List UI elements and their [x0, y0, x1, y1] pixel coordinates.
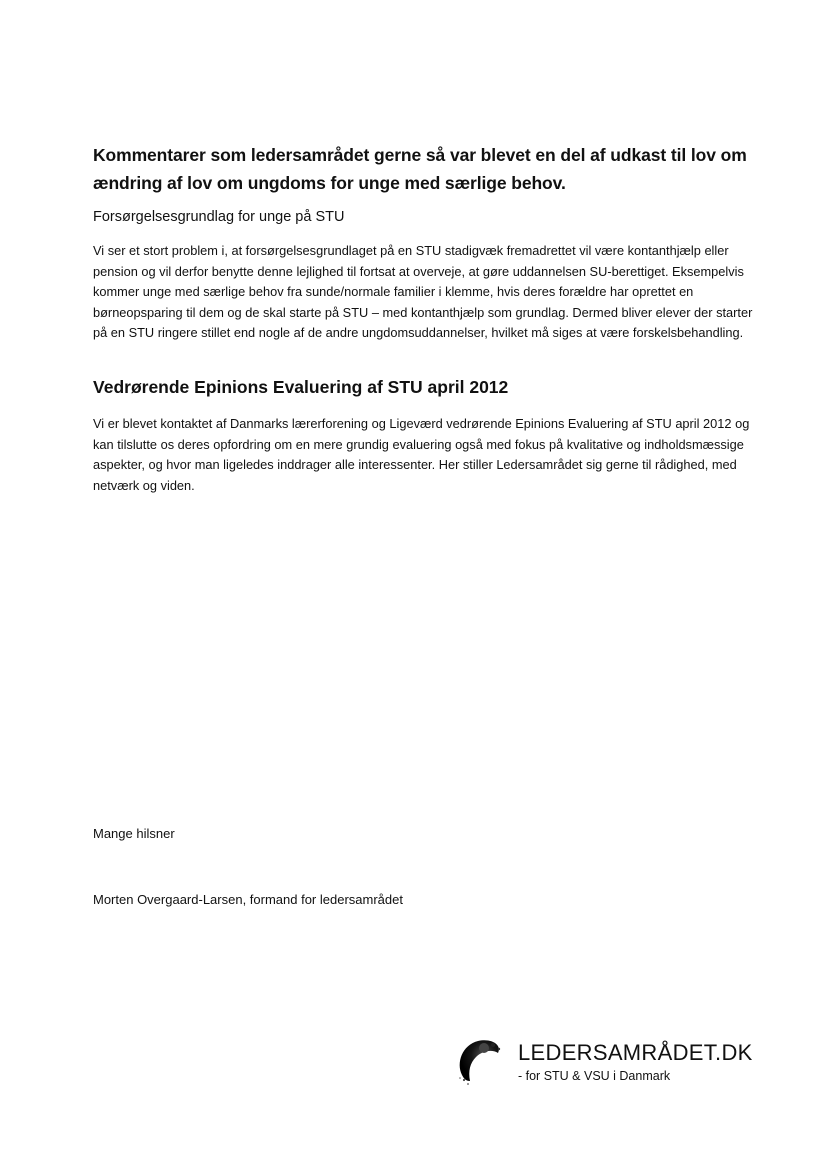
document-subtitle: Forsørgelsesgrundlag for unge på STU [93, 209, 345, 225]
closing-greeting: Mange hilsner [93, 826, 175, 841]
paragraph-evaluation: Vi er blevet kontaktet af Danmarks lærerforening og Ligeværd vedrørende Epinions Evaluering af STU april 2012 og kan tilslutte os deres opfordring om en mere grundig evaluering også med fokus på kvalitative og indholdsmæssige aspekter, og hvor man ligeledes inddrager alle interessenter. Her stiller Ledersamrådet sig gerne til rådighed, med netværk og viden. [93, 416, 750, 493]
paragraph-support-basis: Vi ser et stort problem i, at forsørgelsesgrundlaget på en STU stadigvæk fremadrettet vil være kontanthjælp eller pension og vil derfor benytte denne lejlighed til fortsat at overveje, at gøre uddannelsen SU-berettiget. Eksempelvis kommer unge med særlige behov fra sunde/normale familier i klemme, hvis deres forældre har oprettet en børneopsparing til dem og de skal starte på STU – med kontanthjælp som grundlag. Dermed bliver elever der starter på en STU ringere stillet end nogle af de andre ungdomsuddannelser, hvilket må siges at være forskelsbehandling. [93, 243, 753, 341]
logo-title: LEDERSAMRÅDET.DK [518, 1040, 753, 1065]
section-heading-epinion: Vedrørende Epinions Evaluering af STU april 2012 [93, 377, 509, 397]
signature-line: Morten Overgaard-Larsen, formand for ledersamrådet [93, 892, 403, 907]
logo-subtitle: - for STU & VSU i Danmark [518, 1069, 671, 1083]
planet-swirl-icon [452, 1035, 508, 1087]
document-title: Kommentarer som ledersamrådet gerne så var blevet en del af udkast til lov om ændring af lov om ungdoms for unge med særlige behov. [93, 145, 747, 193]
ledersamraadet-logo [452, 1035, 752, 1095]
